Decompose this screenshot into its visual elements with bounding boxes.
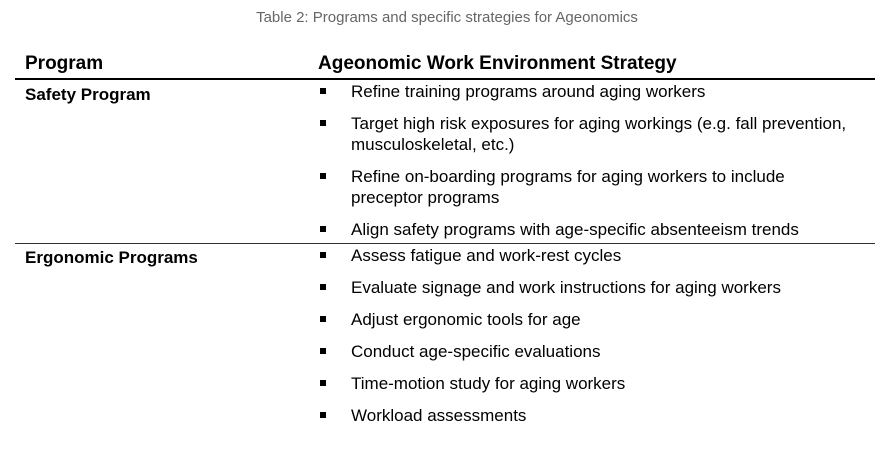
list-item	[318, 245, 858, 266]
square-bullet-icon	[320, 380, 326, 386]
strategy-text: Target high risk exposures for aging workings (e.g. fall prevention, musculoskeletal, etc.)	[351, 114, 847, 154]
square-bullet-icon	[320, 412, 326, 418]
strategy-text: Refine on-boarding programs for aging workers to include preceptor programs	[351, 167, 785, 207]
row-divider	[15, 243, 875, 244]
strategy-text: Assess fatigue and work-rest cycles	[351, 246, 622, 265]
program-name-safety: Safety Program	[25, 85, 151, 104]
list-item	[318, 81, 858, 102]
column-header-program: Program	[25, 53, 104, 74]
list-item	[318, 166, 858, 208]
table-caption: Table 2: Programs and specific strategies for Ageonomics	[256, 9, 638, 26]
square-bullet-icon	[320, 252, 326, 258]
list-item	[318, 219, 858, 240]
list-item	[318, 309, 858, 330]
strategy-text: Time-motion study for aging workers	[351, 374, 626, 393]
square-bullet-icon	[320, 88, 326, 94]
strategy-text: Refine training programs around aging workers	[351, 82, 706, 101]
program-name-ergonomic: Ergonomic Programs	[25, 248, 198, 267]
square-bullet-icon	[320, 348, 326, 354]
list-item	[318, 113, 858, 155]
square-bullet-icon	[320, 284, 326, 290]
square-bullet-icon	[320, 120, 326, 126]
strategy-list-safety	[318, 81, 858, 251]
column-header-strategy: Ageonomic Work Environment Strategy	[318, 53, 677, 74]
square-bullet-icon	[320, 173, 326, 179]
header-divider	[15, 78, 875, 80]
strategy-text: Adjust ergonomic tools for age	[351, 310, 581, 329]
list-item	[318, 341, 858, 362]
strategy-list-ergonomic	[318, 245, 858, 437]
strategy-text: Conduct age-specific evaluations	[351, 342, 601, 361]
strategy-text: Align safety programs with age-specific absenteeism trends	[351, 220, 799, 239]
strategy-text: Evaluate signage and work instructions for aging workers	[351, 278, 781, 297]
square-bullet-icon	[320, 226, 326, 232]
list-item	[318, 277, 858, 298]
list-item	[318, 405, 858, 426]
strategy-text: Workload assessments	[351, 406, 527, 425]
square-bullet-icon	[320, 316, 326, 322]
list-item	[318, 373, 858, 394]
